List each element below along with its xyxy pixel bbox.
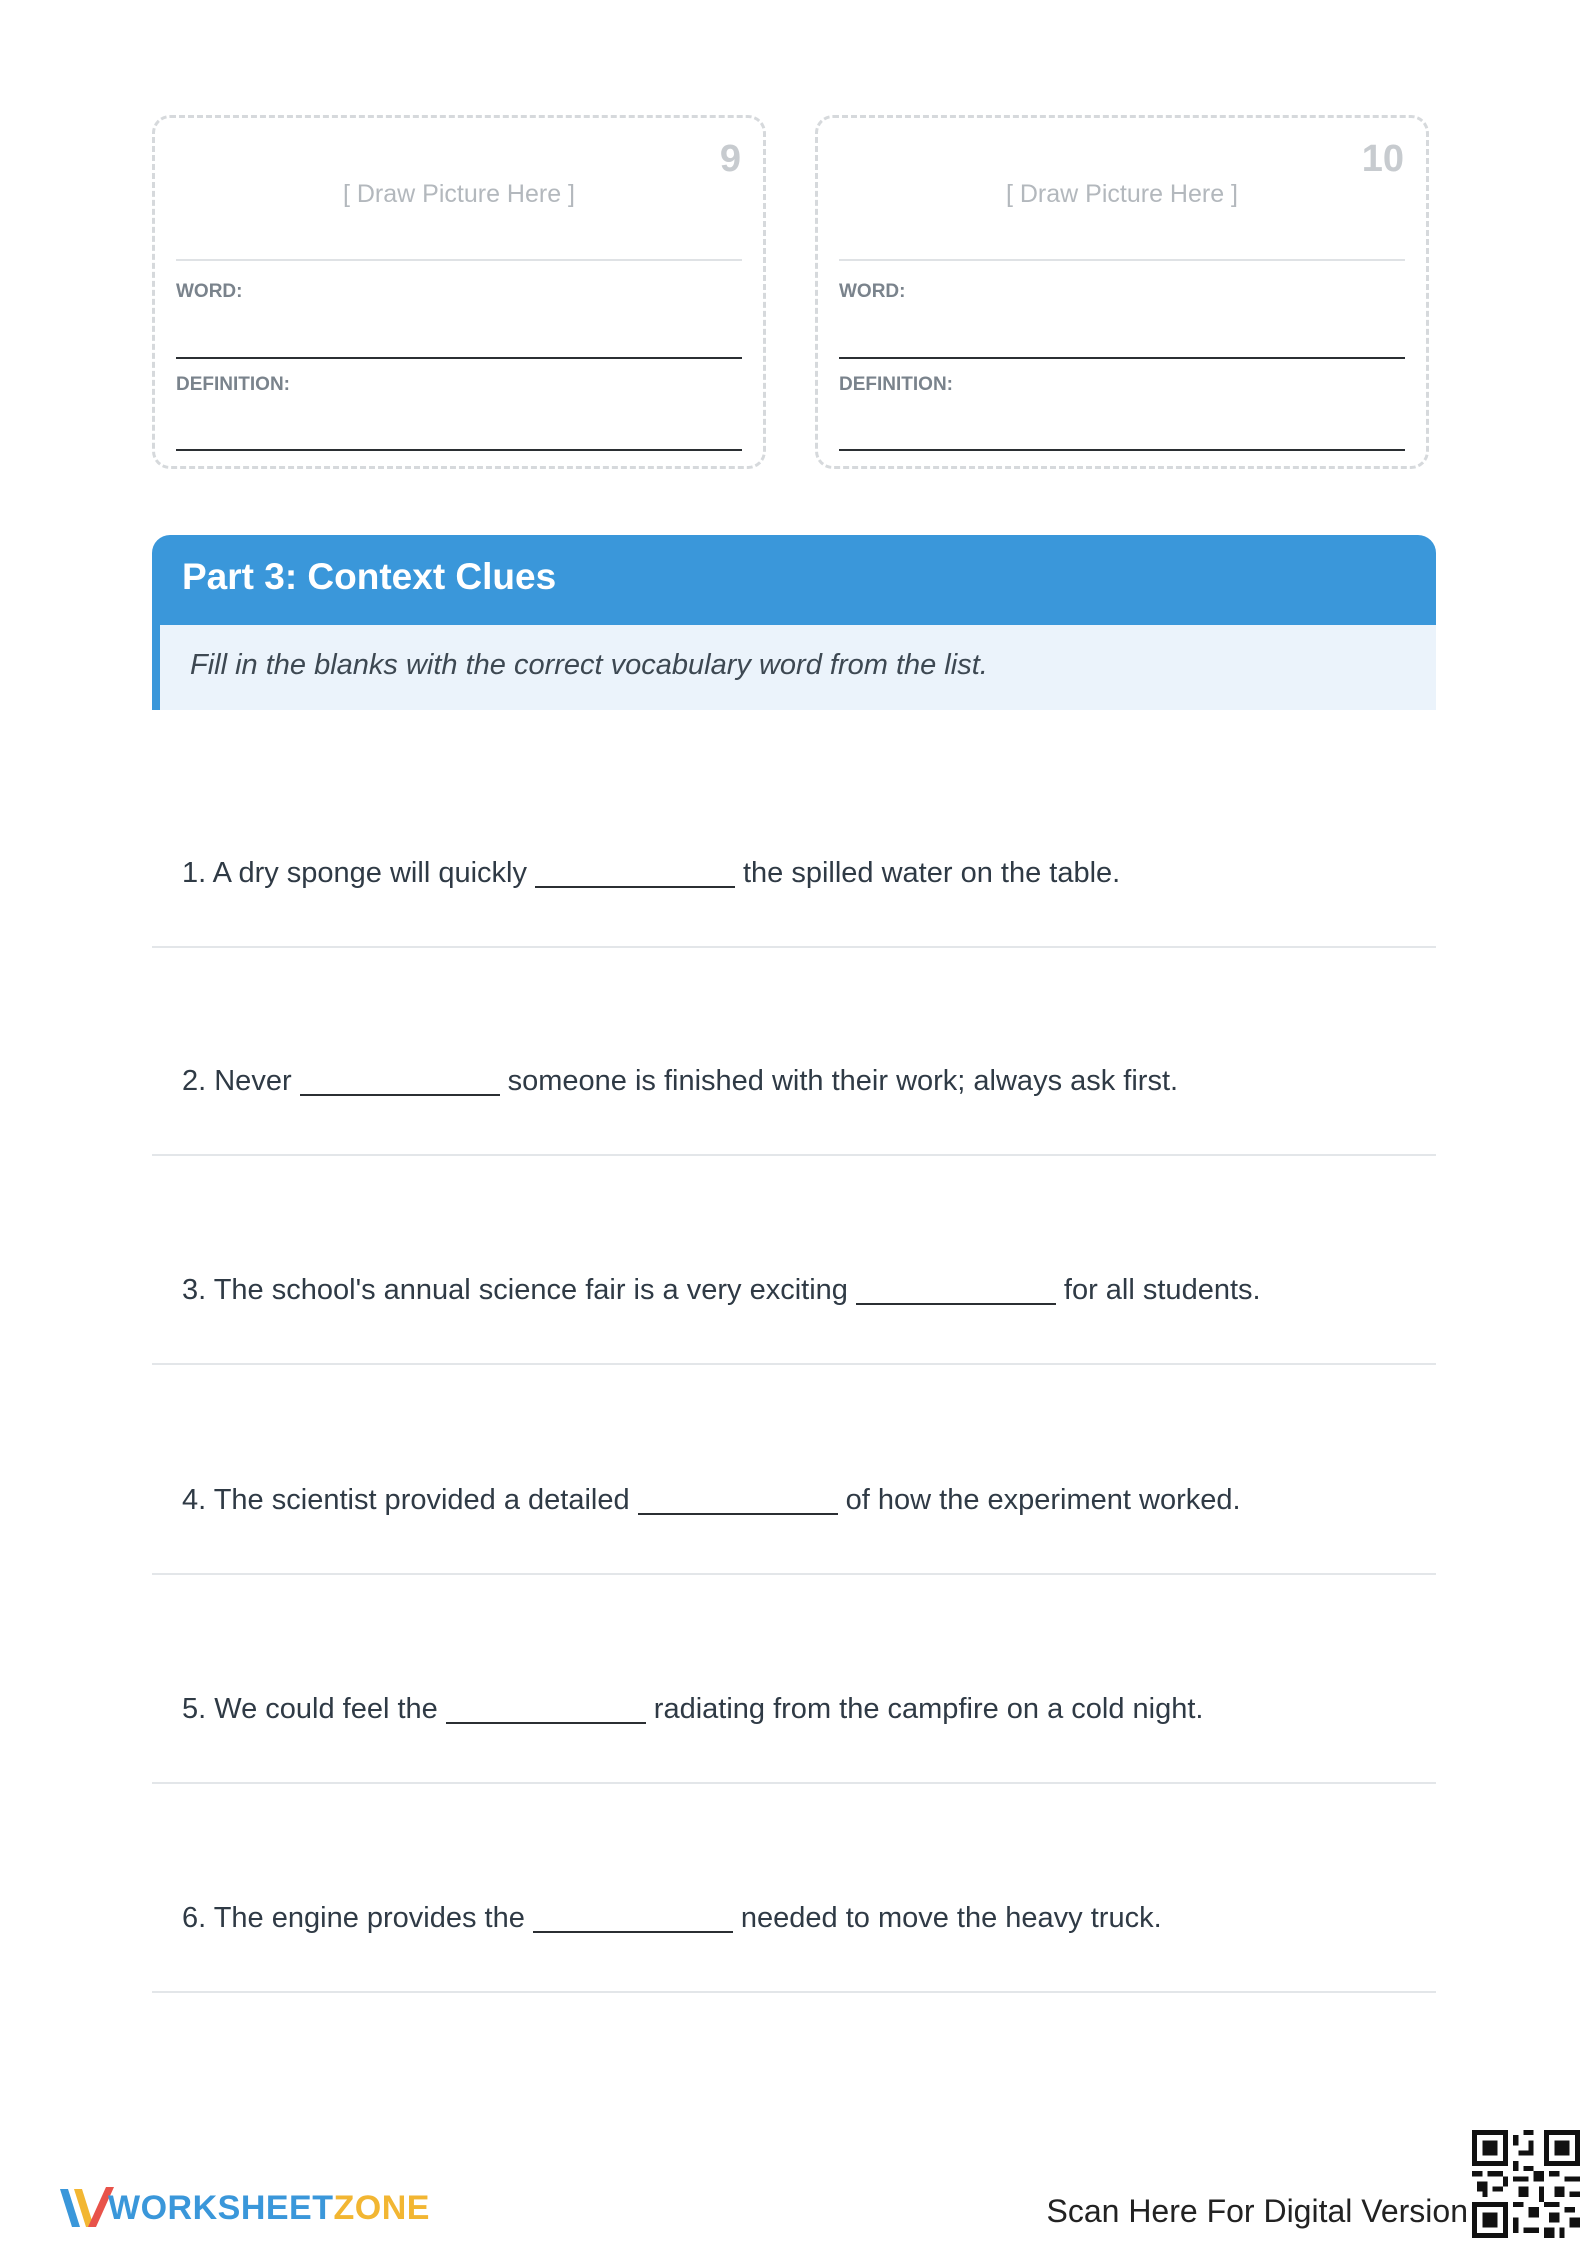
definition-answer-line[interactable] (176, 449, 742, 451)
brand-name (108, 2189, 430, 2228)
question-after: radiating from the campfire on a cold night. (653, 1693, 1204, 1725)
question-after: needed to move the heavy truck. (740, 1902, 1162, 1934)
question-before: 1. A dry sponge will quickly (182, 857, 527, 889)
word-label: WORD: (176, 281, 243, 302)
section-title: Part 3: Context Clues (182, 556, 557, 597)
section-header (152, 535, 1436, 625)
brand-part-2: ZONE (333, 2189, 430, 2227)
question-before: 5. We could feel the (182, 1693, 438, 1725)
card-number: 10 (1361, 138, 1404, 180)
question-text (182, 1274, 1261, 1307)
answer-blank[interactable] (856, 1303, 1056, 1305)
question-after: of how the experiment worked. (845, 1484, 1241, 1516)
vocab-card-10 (815, 115, 1429, 469)
question-text (182, 1065, 1178, 1098)
question-row (152, 1576, 1436, 1784)
question-before: 3. The school's annual science fair is a very exciting (182, 1274, 848, 1306)
definition-answer-line[interactable] (839, 449, 1405, 451)
vocab-card-9 (152, 115, 766, 469)
word-answer-line[interactable] (839, 357, 1405, 359)
word-answer-line[interactable] (176, 357, 742, 359)
question-after: someone is finished with their work; always ask first. (507, 1065, 1179, 1097)
question-row (152, 740, 1436, 948)
draw-picture-area[interactable]: [ Draw Picture Here ] (1005, 180, 1238, 208)
answer-blank[interactable] (446, 1722, 646, 1724)
question-text (182, 1693, 1203, 1726)
question-text (182, 1902, 1162, 1935)
question-after: for all students. (1063, 1274, 1261, 1306)
scan-text: Scan Here For Digital Version (1046, 2193, 1468, 2229)
instruction-box (152, 625, 1436, 710)
question-row (152, 1157, 1436, 1365)
answer-blank[interactable] (300, 1094, 500, 1096)
definition-label: DEFINITION: (839, 374, 953, 395)
question-before: 2. Never (182, 1065, 292, 1097)
answer-blank[interactable] (533, 1931, 733, 1933)
instruction-text: Fill in the blanks with the correct vocabulary word from the list. (190, 649, 988, 681)
qr-code-icon[interactable] (1472, 2130, 1580, 2238)
answer-blank[interactable] (638, 1513, 838, 1515)
question-text (182, 1484, 1241, 1517)
definition-label: DEFINITION: (176, 374, 290, 395)
question-before: 4. The scientist provided a detailed (182, 1484, 630, 1516)
question-row (152, 1785, 1436, 1993)
question-row (152, 1367, 1436, 1575)
answer-blank[interactable] (535, 886, 735, 888)
question-text (182, 857, 1120, 890)
card-divider (176, 259, 742, 261)
card-divider (839, 259, 1405, 261)
question-row (152, 948, 1436, 1156)
word-label: WORD: (839, 281, 906, 302)
question-after: the spilled water on the table. (742, 857, 1121, 889)
brand-part-1: WORKSHEET (108, 2189, 334, 2227)
question-before: 6. The engine provides the (182, 1902, 525, 1934)
card-number: 9 (719, 138, 741, 180)
draw-picture-area[interactable]: [ Draw Picture Here ] (342, 180, 575, 208)
